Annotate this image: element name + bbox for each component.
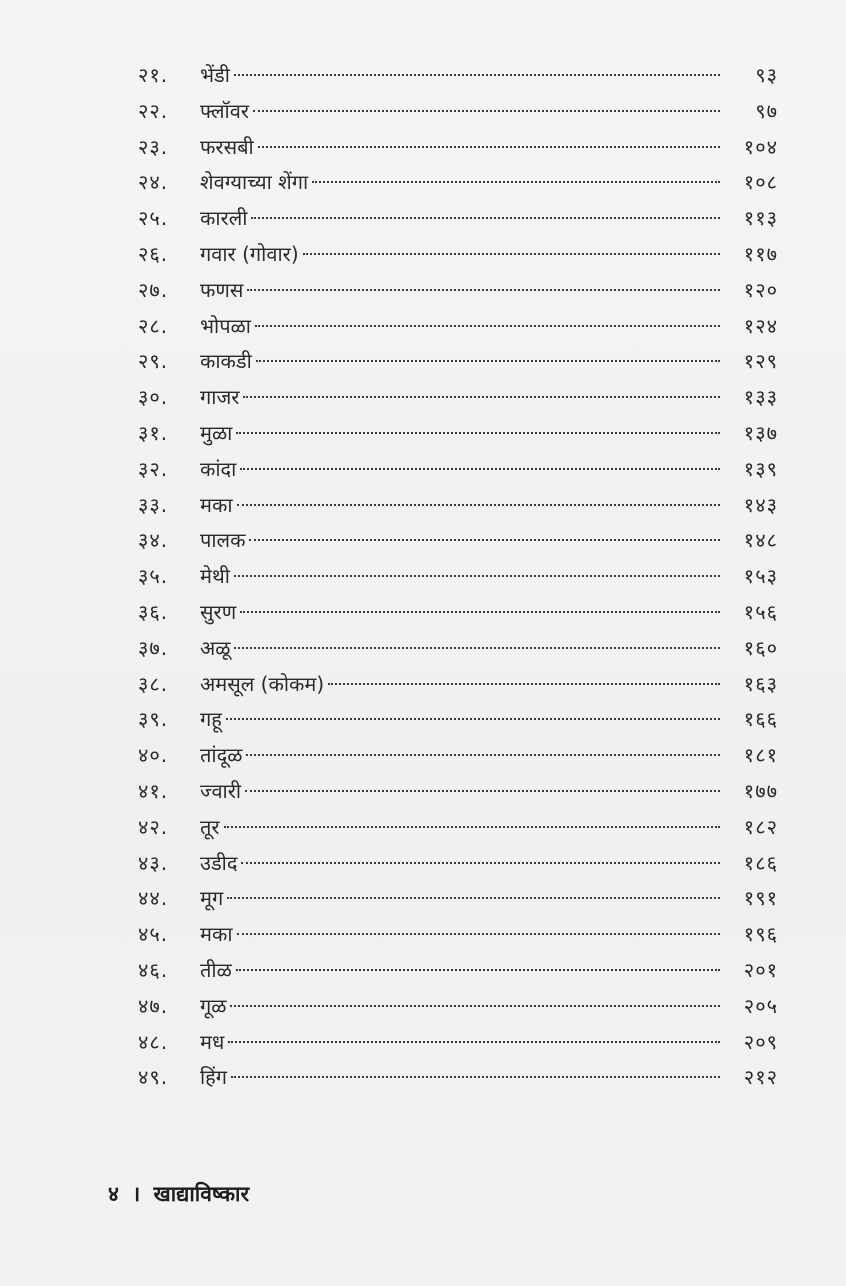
dot-leader xyxy=(226,718,720,720)
entry-page-number: ११३ xyxy=(743,206,778,231)
entry-number: २४. xyxy=(138,170,169,195)
entry-number: २२. xyxy=(138,98,169,123)
entry-title: मेथी xyxy=(200,564,230,589)
entry-page-number: ११७ xyxy=(743,241,778,266)
entry-title: पालक xyxy=(200,528,246,553)
entry-page-number: १८१ xyxy=(743,743,778,768)
dot-leader xyxy=(246,754,720,756)
entry-title: तूर xyxy=(200,814,220,839)
entry-title: अळू xyxy=(200,635,231,660)
entry-number: ४२. xyxy=(138,814,169,839)
entry-page-number: १६३ xyxy=(743,671,778,696)
toc-entry xyxy=(138,488,778,524)
entry-number: २१. xyxy=(138,63,169,87)
dot-leader xyxy=(312,181,720,183)
entry-title: गाजर xyxy=(200,385,240,410)
entry-page-number: १३७ xyxy=(743,420,778,445)
dot-leader xyxy=(224,826,720,828)
footer-page-number: ४ xyxy=(108,1182,119,1206)
toc-entry xyxy=(138,738,778,774)
toc-entry xyxy=(138,273,778,309)
entry-page-number: १६६ xyxy=(743,707,778,732)
entry-page-number: १३९ xyxy=(743,456,778,481)
entry-title: गहू xyxy=(200,707,222,732)
entry-title: सुरण xyxy=(200,599,237,624)
entry-number: ४४. xyxy=(138,886,169,911)
toc-entry xyxy=(138,237,778,273)
toc-entry xyxy=(138,130,778,166)
entry-number: ४८. xyxy=(138,1029,169,1054)
entry-title: अमसूल (कोकम) xyxy=(200,671,325,696)
dot-leader xyxy=(236,969,720,971)
entry-number: ४६. xyxy=(138,957,169,982)
toc-entry xyxy=(138,595,778,631)
toc-entry xyxy=(138,989,778,1025)
toc-entry xyxy=(138,201,778,237)
entry-page-number: १४८ xyxy=(743,528,778,553)
entry-number: ४१. xyxy=(138,778,169,803)
toc-entry xyxy=(138,631,778,667)
toc-entry xyxy=(138,559,778,595)
entry-title: तांदूळ xyxy=(200,743,243,768)
entry-number: २६. xyxy=(138,241,169,266)
entry-page-number: २०१ xyxy=(743,957,778,982)
entry-title: फ्लॉवर xyxy=(200,98,249,123)
entry-title: ज्वारी xyxy=(200,778,242,803)
entry-page-number: १६० xyxy=(743,635,778,660)
entry-number: ३२. xyxy=(138,456,169,481)
entry-number: २७. xyxy=(138,277,169,302)
entry-title: कांदा xyxy=(200,456,237,481)
toc-entry xyxy=(138,309,778,345)
footer-book-title: खाद्याविष्कार xyxy=(153,1182,250,1206)
toc-entry xyxy=(138,881,778,917)
entry-number: ४०. xyxy=(138,743,169,768)
toc-entry xyxy=(138,953,778,989)
entry-page-number: १२९ xyxy=(743,349,778,374)
toc-entry xyxy=(138,344,778,380)
dot-leader xyxy=(258,146,720,148)
toc-entry xyxy=(138,523,778,559)
entry-page-number: १८६ xyxy=(743,850,778,875)
toc-entry xyxy=(138,380,778,416)
toc-entry xyxy=(138,94,778,130)
entry-title: तीळ xyxy=(200,957,232,982)
entry-number: ३६. xyxy=(138,599,169,624)
entry-title: उडीद xyxy=(200,850,238,875)
entry-number: ३९. xyxy=(138,707,169,732)
dot-leader xyxy=(328,683,720,685)
entry-number: २३. xyxy=(138,134,169,159)
dot-leader xyxy=(227,897,720,899)
footer-separator: । xyxy=(132,1182,141,1206)
dot-leader xyxy=(243,396,720,398)
entry-number: ४७. xyxy=(138,993,169,1018)
dot-leader xyxy=(251,217,720,219)
dot-leader xyxy=(231,1076,720,1078)
toc-entry xyxy=(138,416,778,452)
toc-entry xyxy=(138,1025,778,1061)
dot-leader xyxy=(249,539,720,541)
entry-page-number: १२४ xyxy=(743,313,778,338)
entry-number: २९. xyxy=(138,349,169,374)
toc-entry xyxy=(138,917,778,953)
entry-page-number: १५३ xyxy=(743,564,778,589)
entry-page-number: १४३ xyxy=(743,492,778,517)
entry-page-number: १३३ xyxy=(743,385,778,410)
entry-page-number: ९३ xyxy=(755,63,778,87)
entry-page-number: १९६ xyxy=(743,922,778,947)
dot-leader xyxy=(228,1041,720,1043)
entry-title: कारली xyxy=(200,206,248,231)
toc-entry xyxy=(138,774,778,810)
entry-number: ४३. xyxy=(138,850,169,875)
entry-page-number: १९१ xyxy=(743,886,778,911)
entry-page-number: १०८ xyxy=(743,170,778,195)
entry-number: ३१. xyxy=(138,420,169,445)
entry-page-number: २१२ xyxy=(743,1065,778,1090)
entry-title: हिंग xyxy=(200,1065,228,1090)
dot-leader xyxy=(234,74,720,76)
entry-number: २५. xyxy=(138,206,169,231)
dot-leader xyxy=(303,253,720,255)
entry-title: मुळा xyxy=(200,420,233,445)
entry-title: मध xyxy=(200,1029,225,1054)
dot-leader xyxy=(256,360,720,362)
dot-leader xyxy=(255,325,720,327)
entry-number: ४९. xyxy=(138,1065,169,1090)
dot-leader xyxy=(247,289,720,291)
entry-page-number: २०५ xyxy=(743,993,778,1018)
dot-leader xyxy=(237,933,721,935)
entry-number: ३०. xyxy=(138,385,169,410)
entry-page-number: १८२ xyxy=(743,814,778,839)
entry-title: शेवग्याच्या शेंगा xyxy=(200,170,309,195)
toc-entry xyxy=(138,165,778,201)
entry-page-number: १७७ xyxy=(743,778,778,803)
dot-leader xyxy=(234,575,720,577)
entry-number: २८. xyxy=(138,313,169,338)
entry-title: मूग xyxy=(200,886,224,911)
entry-title: फरसबी xyxy=(200,134,254,159)
dot-leader xyxy=(240,468,720,470)
entry-title: फणस xyxy=(200,277,244,302)
entry-number: ३५. xyxy=(138,564,169,589)
entry-page-number: १०४ xyxy=(743,134,778,159)
dot-leader xyxy=(241,862,720,864)
entry-title: गवार (गोवार) xyxy=(200,241,299,266)
page-footer xyxy=(108,1180,249,1208)
toc-entry xyxy=(138,452,778,488)
entry-title: मका xyxy=(200,922,233,947)
entry-page-number: १२० xyxy=(743,277,778,302)
entry-number: ४५. xyxy=(138,922,169,947)
entry-number: ३४. xyxy=(138,528,169,553)
entry-page-number: १५६ xyxy=(743,599,778,624)
entry-number: ३७. xyxy=(138,635,169,660)
toc-entry xyxy=(138,58,778,94)
entry-page-number: २०९ xyxy=(743,1029,778,1054)
entry-title: गूळ xyxy=(200,993,227,1018)
toc-entry xyxy=(138,846,778,882)
toc-entry xyxy=(138,1060,778,1096)
entry-title: भेंडी xyxy=(200,63,230,87)
dot-leader xyxy=(240,611,720,613)
dot-leader xyxy=(234,647,720,649)
dot-leader xyxy=(245,790,720,792)
toc-entry xyxy=(138,702,778,738)
dot-leader xyxy=(236,432,720,434)
entry-number: ३३. xyxy=(138,492,169,517)
dot-leader xyxy=(253,110,720,112)
toc-entry xyxy=(138,667,778,703)
dot-leader xyxy=(230,1005,720,1007)
toc-entry xyxy=(138,810,778,846)
entry-page-number: ९७ xyxy=(755,98,778,123)
entry-number: ३८. xyxy=(138,671,169,696)
dot-leader xyxy=(237,504,721,506)
table-of-contents xyxy=(138,58,778,1096)
entry-title: भोपळा xyxy=(200,313,251,338)
entry-title: काकडी xyxy=(200,349,252,374)
entry-title: मका xyxy=(200,492,233,517)
